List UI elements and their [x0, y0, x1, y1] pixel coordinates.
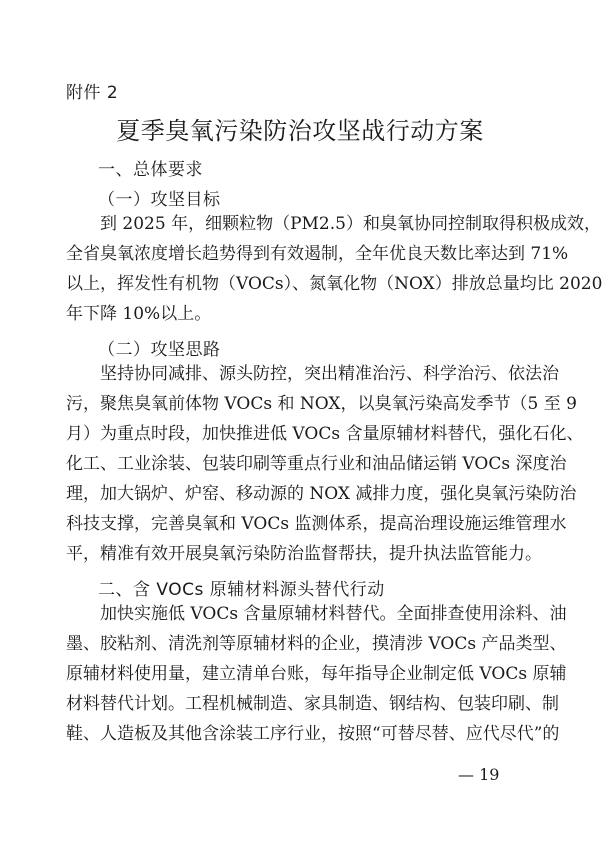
paragraph-voc-substitution — [66, 599, 567, 749]
paragraph-line: 化工、工业涂装、包装印刷等重点行业和油品储运销 VOCs 深度治 — [66, 454, 567, 474]
paragraph-line: 月）为重点时段，加快推进低 VOCs 含量原辅材料替代，强化石化、 — [66, 424, 584, 444]
paragraph-line: 材料替代计划。工程机械制造、家具制造、钢结构、包装印刷、制 — [66, 694, 559, 714]
paragraph-line: 科技支撑，完善臭氧和 VOCs 监测体系，提高治理设施运维管理水 — [66, 514, 567, 534]
paragraph-line: 理，加大锅炉、炉窑、移动源的 NOX 减排力度，强化臭氧污染防治 — [66, 484, 577, 504]
page-number: — 19 — [458, 765, 500, 784]
paragraph-line: 污，聚焦臭氧前体物 VOCs 和 NOX，以臭氧污染高发季节（5 至 9 — [66, 394, 577, 414]
subsection-heading-goals: （一）攻坚目标 — [98, 190, 221, 210]
paragraph-line: 原辅材料使用量，建立清单台账，每年指导企业制定低 VOCs 原辅 — [66, 664, 567, 684]
attachment-label: 附件 2 — [66, 83, 119, 103]
paragraph-line: 加快实施低 VOCs 含量原辅材料替代。全面排查使用涂料、油 — [100, 604, 567, 624]
paragraph-goals — [66, 209, 602, 329]
section-heading-general-requirements: 一、总体要求 — [98, 160, 203, 180]
paragraph-line: 平，精准有效开展臭氧污染防治监督帮扶，提升执法监管能力。 — [66, 544, 542, 564]
subsection-heading-approach: （二）攻坚思路 — [98, 340, 221, 360]
paragraph-line: 以上，挥发性有机物（VOCs）、氮氧化物（NOX）排放总量均比 2020 — [66, 274, 602, 294]
document-title: 夏季臭氧污染防治攻坚战行动方案 — [116, 117, 484, 145]
paragraph-line: 全省臭氧浓度增长趋势得到有效遏制，全年优良天数比率达到 71% — [66, 244, 569, 264]
paragraph-line: 年下降 10%以上。 — [66, 304, 212, 324]
paragraph-approach — [66, 359, 584, 569]
paragraph-line: 鞋、人造板及其他含涂装工序行业，按照“可替尽替、应代尽代”的 — [66, 724, 560, 744]
paragraph-line: 到 2025 年，细颗粒物（PM2.5）和臭氧协同控制取得积极成效， — [100, 214, 601, 234]
section-heading-voc-substitution: 二、含 VOCs 原辅材料源头替代行动 — [98, 580, 385, 600]
paragraph-line: 坚持协同减排、源头防控，突出精准治污、科学治污、依法治 — [100, 364, 559, 384]
paragraph-line: 墨、胶粘剂、清洗剂等原辅材料的企业，摸清涉 VOCs 产品类型、 — [66, 634, 567, 654]
